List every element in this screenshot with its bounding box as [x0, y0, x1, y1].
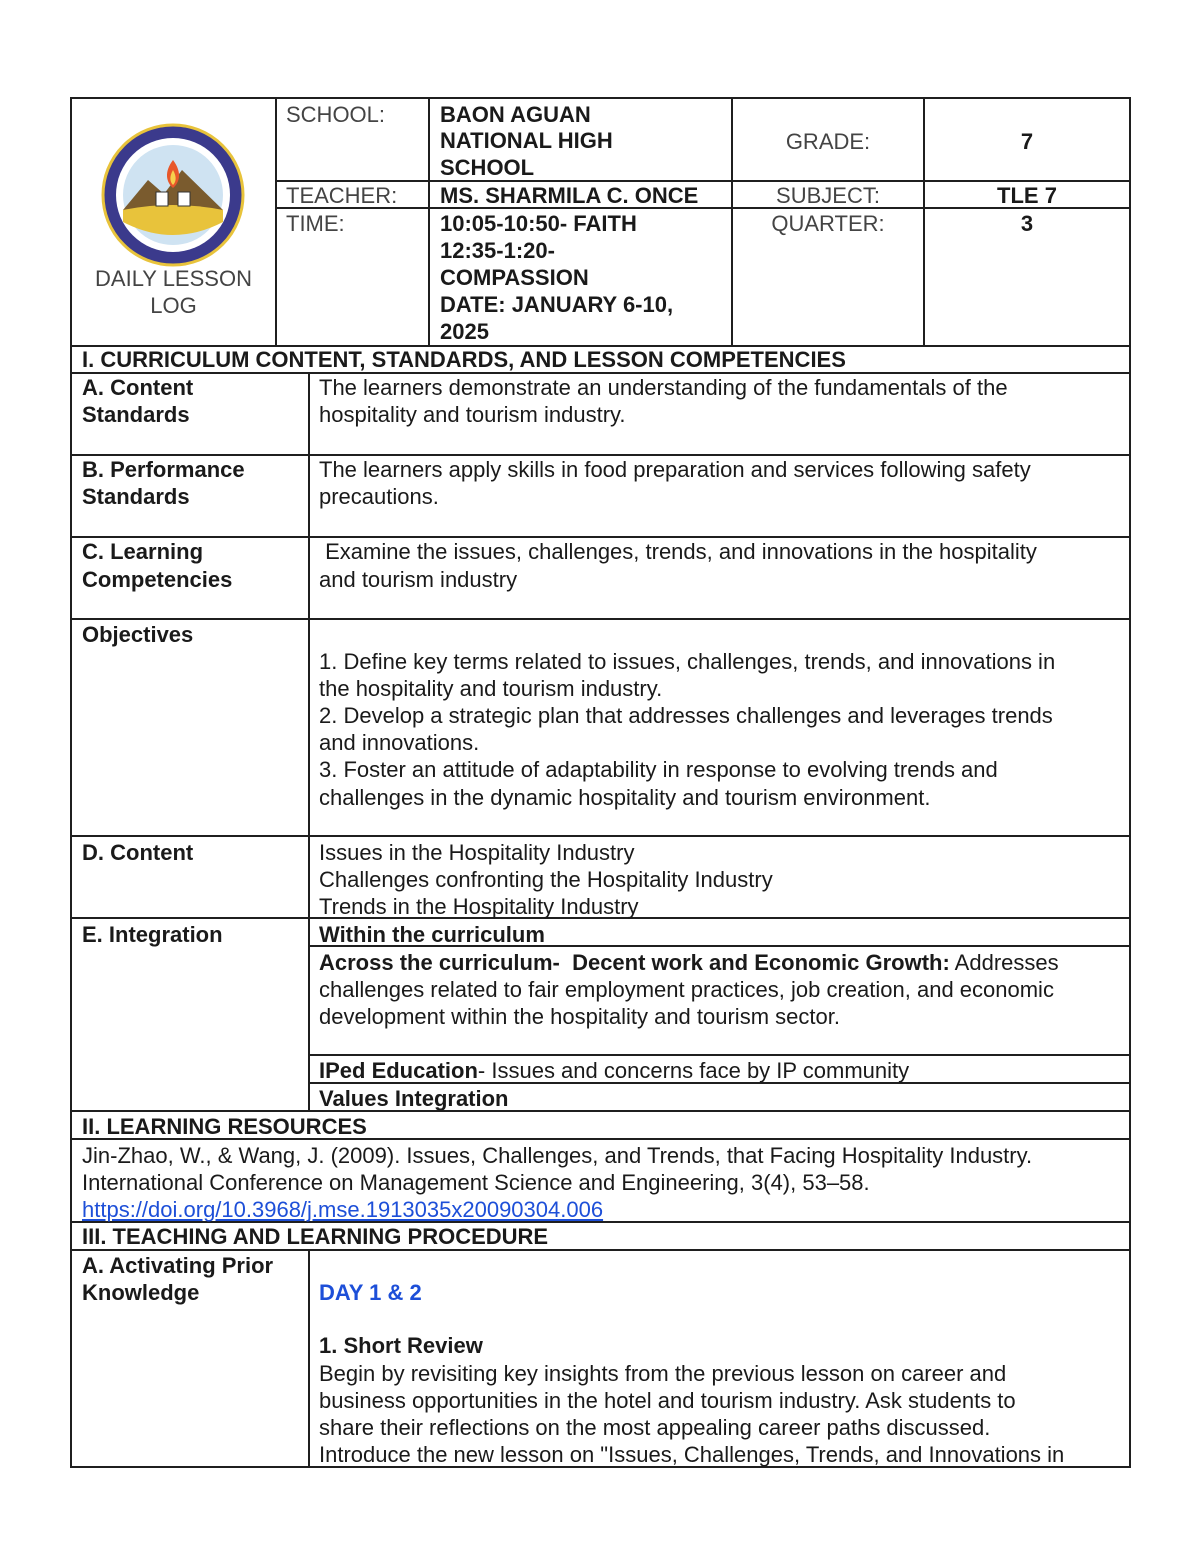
objective-line: 1. Define key terms related to issues, challenges, trends, and innovations in — [319, 649, 1056, 674]
competencies-label-line1: C. Learning — [82, 539, 204, 564]
rule-right — [1129, 97, 1131, 1468]
school-value-line1: BAON AGUAN — [440, 102, 591, 127]
section3-title: III. TEACHING AND LEARNING PROCEDURE — [82, 1224, 549, 1249]
subject-label: SUBJECT: — [776, 183, 880, 208]
content-line: Trends in the Hospitality Industry — [319, 894, 639, 919]
performance-standards-text-line2: precautions. — [319, 484, 439, 509]
review-line: Begin by revisiting key insights from the previous lesson on career and — [319, 1361, 1007, 1386]
rule-across — [308, 1054, 1131, 1056]
rule-competencies — [70, 618, 1131, 620]
rule-objectives — [70, 835, 1131, 837]
iped-text: - Issues and concerns face by IP community — [477, 1058, 910, 1083]
reference-line2: International Conference on Management Science and Engineering, 3(4), 53–58. — [82, 1170, 870, 1195]
objective-line: challenges in the dynamic hospitality and tourism environment. — [319, 785, 931, 810]
content-standards-text-line1: The learners demonstrate an understanding of the fundamentals of the — [319, 375, 1008, 400]
objective-line: and innovations. — [319, 730, 480, 755]
doc-title-line1: DAILY LESSON — [95, 266, 252, 291]
date-line2: 2025 — [440, 319, 489, 344]
time-line2: 12:35-1:20- — [440, 238, 555, 263]
iped-education — [319, 1057, 909, 1084]
time-line3: COMPASSION — [440, 265, 589, 290]
review-line: share their reflections on the most appealing career paths discussed. — [319, 1415, 991, 1440]
review-line: Introduce the new lesson on "Issues, Challenges, Trends, and Innovations in — [319, 1442, 1065, 1467]
quarter-label: QUARTER: — [771, 211, 885, 236]
activating-label-line1: A. Activating Prior — [82, 1253, 274, 1278]
short-review-title: 1. Short Review — [319, 1333, 483, 1358]
objective-line: 2. Develop a strategic plan that addresses challenges and leverages trends — [319, 703, 1053, 728]
performance-standards-label-line1: B. Performance — [82, 457, 245, 482]
content-standards-label-line1: A. Content — [82, 375, 194, 400]
activating-label-line2: Knowledge — [82, 1280, 200, 1305]
across-curriculum-line2: challenges related to fair employment practices, job creation, and economic — [319, 977, 1054, 1002]
values-integration: Values Integration — [319, 1086, 509, 1111]
grade-label: GRADE: — [785, 129, 871, 154]
time-label: TIME: — [286, 211, 345, 236]
within-curriculum: Within the curriculum — [319, 922, 545, 947]
teacher-value: MS. SHARMILA C. ONCE — [440, 183, 699, 208]
objectives-label: Objectives — [82, 622, 194, 647]
day-heading: DAY 1 & 2 — [319, 1280, 422, 1305]
performance-standards-label-line2: Standards — [82, 484, 190, 509]
content-label: D. Content — [82, 840, 194, 865]
review-line: business opportunities in the hotel and tourism industry. Ask students to — [319, 1388, 1016, 1413]
teacher-label: TEACHER: — [286, 183, 398, 208]
objective-line: the hospitality and tourism industry. — [319, 676, 663, 701]
section2-title: II. LEARNING RESOURCES — [82, 1114, 367, 1139]
competencies-text-line2: and tourism industry — [319, 567, 518, 592]
objective-line: 3. Foster an attitude of adaptability in response to evolving trends and — [319, 757, 998, 782]
competencies-label-line2: Competencies — [82, 567, 233, 592]
doc-title-line2: LOG — [150, 293, 197, 318]
section1-title: I. CURRICULUM CONTENT, STANDARDS, AND LESSON COMPETENCIES — [82, 347, 846, 372]
across-curriculum-heading: Across the curriculum- Decent work and Economic Growth: — [319, 950, 950, 975]
quarter-value: 3 — [1020, 211, 1034, 236]
content-line: Challenges confronting the Hospitality Industry — [319, 867, 773, 892]
across-curriculum-line3: development within the hospitality and tourism sector. — [319, 1004, 840, 1029]
rule-top — [70, 97, 1131, 99]
integration-label: E. Integration — [82, 922, 223, 947]
time-line1: 10:05-10:50- FAITH — [440, 211, 637, 236]
content-standards-label-line2: Standards — [82, 402, 190, 427]
across-curriculum-lead: Addresses — [949, 950, 1059, 975]
rule-body-col-b — [308, 1249, 310, 1468]
reference-line1: Jin-Zhao, W., & Wang, J. (2009). Issues, Challenges, and Trends, that Facing Hospitality Industry. — [82, 1143, 1033, 1168]
performance-standards-text-line1: The learners apply skills in food preparation and services following safety — [319, 457, 1031, 482]
reference-doi-link[interactable]: https://doi.org/10.3968/j.mse.1913035x20090304.006 — [82, 1197, 604, 1222]
across-curriculum-line1 — [319, 949, 1059, 976]
iped-heading: IPed Education — [319, 1058, 478, 1083]
school-value-line2: NATIONAL HIGH — [440, 128, 613, 153]
subject-value: TLE 7 — [997, 183, 1057, 208]
school-seal-logo — [100, 122, 246, 268]
school-value-line3: SCHOOL — [440, 155, 535, 180]
competencies-text-line1: Examine the issues, challenges, trends, and innovations in the hospitality — [319, 539, 1037, 564]
date-line1: DATE: JANUARY 6-10, — [440, 292, 674, 317]
grade-value: 7 — [1020, 129, 1034, 154]
rule-header-col1 — [275, 97, 277, 347]
content-line: Issues in the Hospitality Industry — [319, 840, 635, 865]
content-standards-text-line2: hospitality and tourism industry. — [319, 402, 626, 427]
rule-body-col-a — [308, 372, 310, 1112]
school-label: SCHOOL: — [286, 102, 386, 127]
rule-header-col2 — [428, 97, 430, 347]
rule-integration — [70, 1110, 1131, 1112]
